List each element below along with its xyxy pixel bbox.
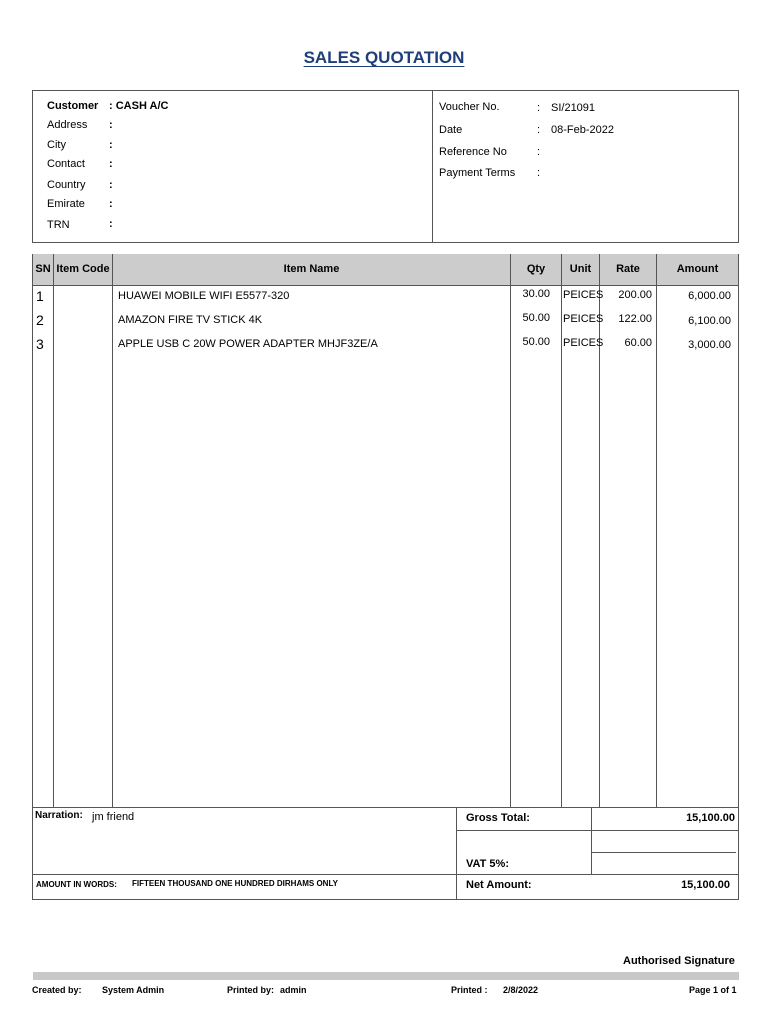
row-1-rate: 200.00 [618, 289, 652, 301]
row-1-amount: 6,000.00 [688, 290, 731, 302]
payment-terms-separator: : [537, 167, 541, 179]
authorised-signature: Authorised Signature [623, 955, 735, 967]
row-3-unit: PEICES [563, 337, 604, 349]
info-divider [432, 90, 433, 243]
emirate-label: Emirate [47, 198, 85, 210]
column-divider [112, 254, 113, 808]
row-2-unit: PEICES [563, 313, 604, 325]
row-2-rate: 122.00 [618, 313, 652, 325]
header-item-code: Item Code [54, 254, 112, 285]
header-amount: Amount [657, 254, 738, 285]
printed-by-value: admin [280, 985, 307, 995]
row-1-sn: 1 [36, 288, 44, 304]
date-separator: : [537, 124, 541, 136]
row-3-qty: 50.00 [522, 336, 550, 348]
amount-in-words-label: AMOUNT IN WORDS: [36, 880, 117, 889]
customer-name: : CASH A/C [109, 100, 169, 112]
reference-label: Reference No [439, 146, 507, 158]
row-3-item-name: APPLE USB C 20W POWER ADAPTER MHJF3ZE/A [118, 338, 378, 350]
voucher-no-separator: : [537, 102, 541, 114]
header-bottom-line [32, 285, 739, 286]
gross-total-value: 15,100.00 [686, 812, 735, 824]
trn-separator: : [109, 218, 113, 230]
column-divider [656, 254, 657, 808]
totals-value-divider [591, 807, 592, 874]
emirate-separator: : [109, 198, 113, 210]
voucher-no-label: Voucher No. [439, 101, 500, 113]
row-3-sn: 3 [36, 336, 44, 352]
country-label: Country [47, 179, 86, 191]
printed-by-label: Printed by: [227, 985, 275, 995]
printed-date-value: 2/8/2022 [503, 985, 539, 995]
city-separator: : [109, 139, 113, 151]
row-1-item-name: HUAWEI MOBILE WIFI E5577-320 [118, 290, 290, 302]
totals-line [591, 852, 736, 853]
city-label: City [47, 139, 66, 151]
trn-label: TRN [47, 219, 70, 231]
contact-separator: : [109, 158, 113, 170]
contact-label: Contact [47, 158, 85, 170]
date-value: 08-Feb-2022 [551, 124, 614, 136]
footer-bar [33, 972, 739, 980]
header-sn: SN [33, 254, 53, 285]
row-2-sn: 2 [36, 312, 44, 328]
words-line [32, 874, 739, 875]
row-2-item-name: AMAZON FIRE TV STICK 4K [118, 314, 263, 326]
totals-divider [456, 807, 457, 900]
created-by-value: System Admin [102, 985, 165, 995]
row-1-unit: PEICES [563, 289, 604, 301]
reference-separator: : [537, 146, 541, 158]
net-amount-value: 15,100.00 [681, 879, 730, 891]
customer-info-box [32, 90, 739, 243]
printed-date-label: Printed : [451, 985, 488, 995]
customer-label: Customer [47, 100, 99, 112]
column-divider [561, 254, 562, 808]
column-divider [53, 254, 54, 808]
narration-label: Narration: [35, 810, 83, 821]
voucher-no-value: SI/21091 [551, 102, 596, 114]
row-2-qty: 50.00 [522, 312, 550, 324]
totals-line [456, 830, 739, 831]
page-title: SALES QUOTATION [303, 48, 465, 67]
country-separator: : [109, 179, 113, 191]
amount-in-words-value: FIFTEEN THOUSAND ONE HUNDRED DIRHAMS ONLY [132, 879, 338, 888]
created-by-label: Created by: [32, 985, 82, 995]
net-amount-label: Net Amount: [466, 879, 532, 891]
page-number: Page 1 of 1 [689, 985, 737, 995]
date-label: Date [439, 124, 463, 136]
column-divider [510, 254, 511, 808]
address-separator: : [109, 119, 113, 131]
row-2-amount: 6,100.00 [688, 315, 731, 327]
header-unit: Unit [562, 254, 599, 285]
row-3-rate: 60.00 [624, 337, 652, 349]
header-item-name: Item Name [113, 254, 510, 285]
gross-total-label: Gross Total: [466, 812, 530, 824]
narration-value: jm friend [92, 811, 135, 823]
vat-label: VAT 5%: [466, 858, 509, 870]
payment-terms-label: Payment Terms [439, 167, 516, 179]
address-label: Address [47, 119, 88, 131]
header-rate: Rate [600, 254, 656, 285]
row-3-amount: 3,000.00 [688, 339, 731, 351]
row-1-qty: 30.00 [522, 288, 550, 300]
header-qty: Qty [511, 254, 561, 285]
